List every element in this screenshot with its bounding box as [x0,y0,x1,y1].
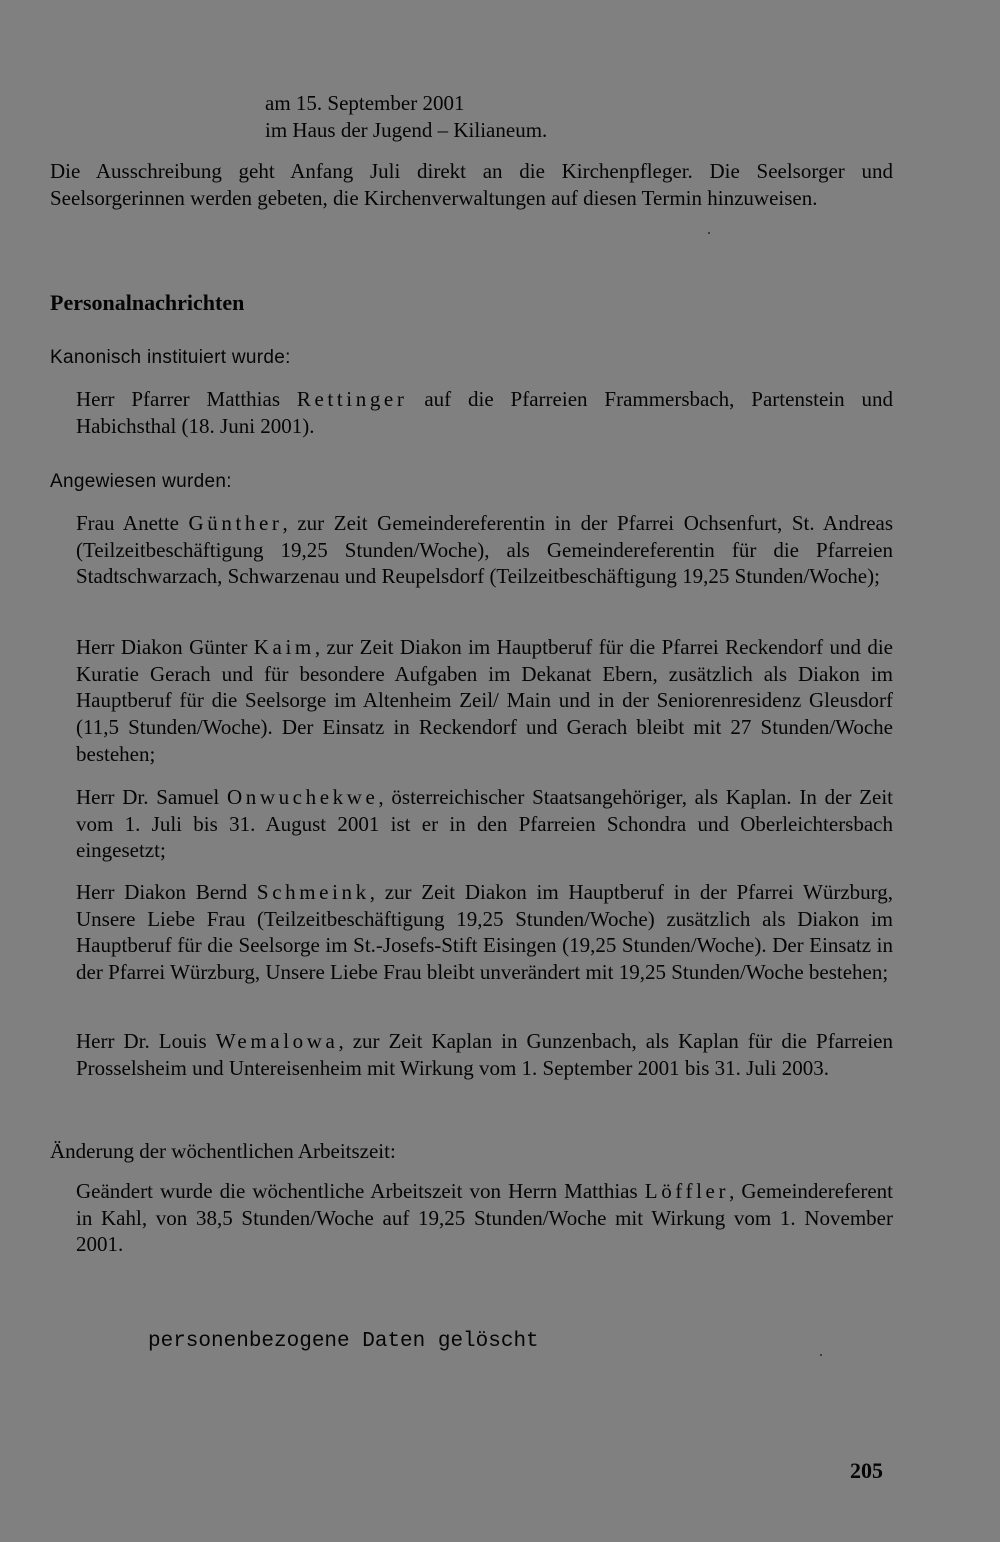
section-heading: Personalnachrichten [50,290,245,315]
entry-guenther [76,510,893,590]
person-name: Wemalowa [215,1029,339,1053]
person-name: Onwuchekwe [226,785,379,809]
person-name: Günther [188,511,283,535]
event-location: im Haus der Jugend – Kilianeum. [265,118,548,142]
entry-kaim [76,634,893,768]
person-name: Löffler [644,1179,730,1203]
event-date-block [265,90,547,144]
entry-text: , zur Zeit Diakon im Hauptberuf in der Pfarrei Würzburg, Unsere Liebe Frau (Teilzeitbeschäftigung 19,25 Stunden/Woche) zusätzlich als Diakon im Hauptberuf für die Seelsorge im St.-Josefs-Stift Eisingen (19,25 Stunden/Woche). Der Einsatz in der Pfarrei Würzburg, Unsere Liebe Frau bleibt unverändert mit 19,25 Stunden/Woche bestehen; [76,880,893,985]
entry-prefix: Herr Diakon Bernd [76,880,257,904]
entry-text: , zur Zeit Diakon im Hauptberuf für die Pfarrei Reckendorf und die Kuratie Gerach und für besondere Aufgaben im Dekanat Ebern, zusätzlich als Diakon im Hauptberuf für die Seelsorge im Altenheim Zeil/ Main und in der Seniorenresidenz Gleusdorf (11,5 Stunden/Woche). Der Einsatz in Reckendorf und Gerach bleibt mit 27 Stunden/Woche bestehen; [76,635,894,766]
entry-wemalowa [76,1028,893,1081]
entry-prefix: Herr Dr. Samuel [76,785,227,809]
entry-text: auf die Pfarreien Frammersbach, Partenstein und Habichsthal (18. Juni 2001). [76,387,893,438]
entry-text: , Gemeindereferent in Kahl, von 38,5 Stunden/Woche auf 19,25 Stunden/Woche mit Wirkung vom 1. November 2001. [76,1179,894,1257]
label-assigned: Angewiesen wurden: [50,471,232,492]
entry-loeffler [76,1178,893,1258]
entry-schmeink [76,879,893,986]
entry-prefix: Geändert wurde die wöchentliche Arbeitszeit von Herrn Matthias [76,1179,645,1203]
label-instituted: Kanonisch instituiert wurde: [50,347,291,368]
entry-prefix: Herr Pfarrer Matthias [76,387,297,411]
redaction-note: personenbezogene Daten gelöscht [148,1330,539,1353]
person-name: Rettinger [296,387,408,411]
entry-prefix: Herr Dr. Louis [76,1029,216,1053]
entry-rettinger [76,386,893,439]
person-name: Schmeink [256,880,370,904]
intro-paragraph: Die Ausschreibung geht Anfang Juli direkt an die Kirchenpfleger. Die Seelsorger und Seelsorgerinnen werden gebeten, die Kirchenverwaltungen auf diesen Termin hinzuweisen. [50,159,893,210]
entry-prefix: Herr Diakon Günter [76,635,254,659]
event-date: am 15. September 2001 [265,91,465,115]
entry-text: , österreichischer Staatsangehöriger, als Kaplan. In der Zeit vom 1. Juli bis 31. August 2001 ist er in den Pfarreien Schondra und Oberleichtersbach eingesetzt; [76,785,893,863]
scan-speck [708,232,710,234]
entry-prefix: Frau Anette [76,511,189,535]
entry-onwuchekwe [76,784,893,864]
entry-text: , zur Zeit Gemeindereferentin in der Pfarrei Ochsenfurt, St. Andreas (Teilzeitbeschäftigung 19,25 Stunden/Woche), als Gemeindereferentin für die Pfarreien Stadtschwarzach, Schwarzenau und Reupelsdorf (Teilzeitbeschäftigung 19,25 Stunden/Woche); [76,511,894,589]
scan-speck [820,1354,822,1356]
label-worktime-change: Änderung der wöchentlichen Arbeitszeit: [50,1139,396,1163]
page-number: 205 [850,1458,883,1483]
person-name: Kaim [253,635,315,659]
entry-text: , zur Zeit Kaplan in Gunzenbach, als Kaplan für die Pfarreien Prosselsheim und Untereisenheim mit Wirkung vom 1. September 2001 bis 31. Juli 2003. [76,1029,893,1080]
